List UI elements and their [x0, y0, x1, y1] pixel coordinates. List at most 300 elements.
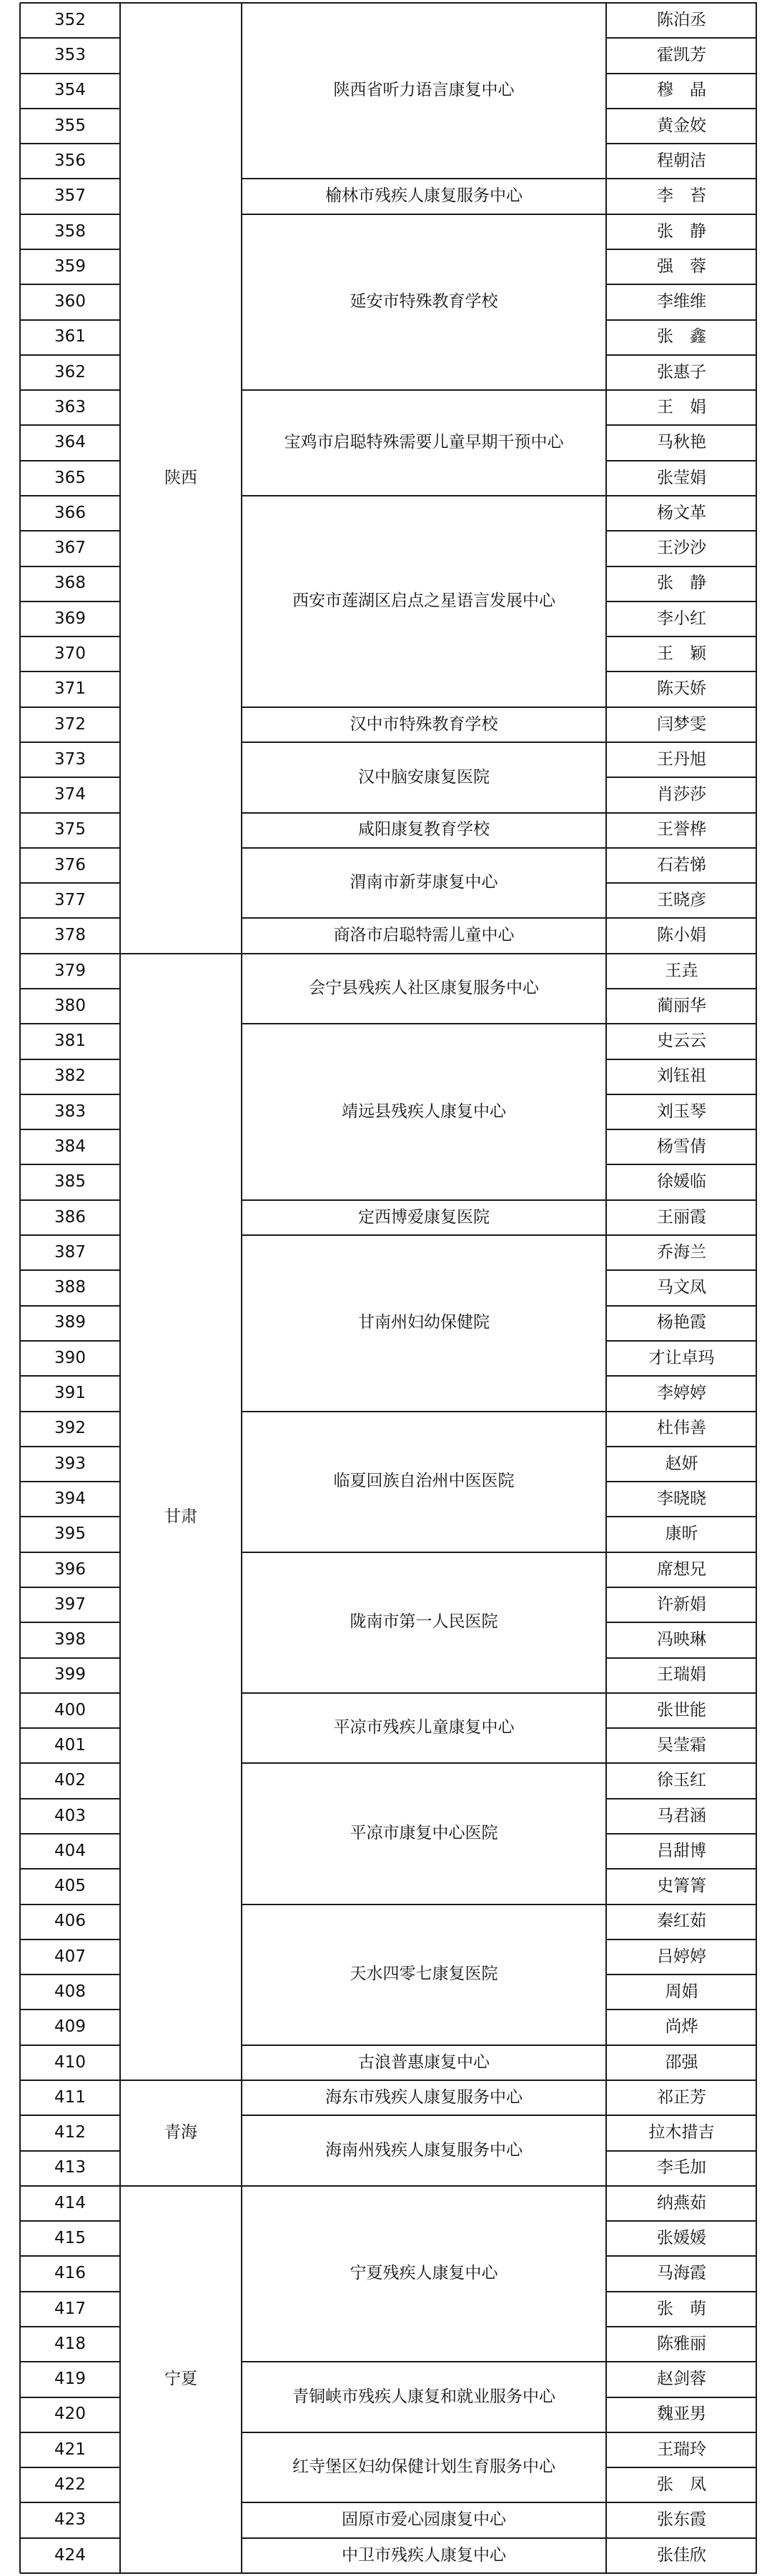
person-name: 吕婷婷	[657, 1947, 706, 1966]
person-name: 马君涵	[657, 1806, 706, 1825]
row-divider	[242, 812, 606, 814]
column-divider	[119, 3, 121, 2573]
person-name: 肖莎莎	[657, 785, 706, 804]
row-divider	[20, 917, 120, 919]
row-divider	[606, 1552, 757, 1553]
column-divider	[605, 3, 607, 2573]
institution-name: 宝鸡市启聪特殊需要儿童早期干预中心	[284, 433, 564, 452]
row-number: 382	[54, 1067, 86, 1086]
institution-name: 青铜峡市残疾人康复和就业服务中心	[292, 2387, 555, 2406]
row-divider	[606, 495, 757, 496]
row-divider	[242, 707, 606, 708]
row-divider	[20, 1199, 120, 1201]
row-divider	[20, 2009, 120, 2010]
row-divider	[242, 1552, 606, 1553]
row-divider	[120, 953, 242, 954]
row-number: 373	[54, 749, 86, 769]
person-name: 赵剑蓉	[657, 2370, 706, 2389]
person-name: 刘玉琴	[657, 1102, 706, 1121]
row-divider	[20, 566, 120, 567]
row-divider	[606, 2502, 757, 2503]
person-name: 李 苔	[657, 186, 706, 206]
row-divider	[606, 2291, 757, 2292]
row-divider	[242, 917, 606, 919]
row-divider	[20, 812, 120, 814]
row-divider	[20, 2115, 120, 2116]
person-name: 尚烨	[665, 2017, 698, 2037]
row-number: 408	[54, 1982, 86, 2001]
person-name: 陈天娇	[657, 679, 706, 699]
row-divider	[606, 812, 757, 814]
person-name: 拉木措吉	[648, 2123, 715, 2142]
row-divider	[606, 1411, 757, 1412]
row-divider	[242, 1023, 606, 1024]
row-divider	[242, 2185, 606, 2187]
row-divider	[606, 2150, 757, 2152]
row-divider	[20, 1481, 120, 1482]
row-divider	[242, 178, 606, 179]
row-divider	[20, 2502, 120, 2503]
row-number: 363	[54, 398, 86, 416]
row-divider	[606, 2326, 757, 2327]
row-number: 398	[54, 1630, 86, 1649]
row-divider	[606, 2115, 757, 2116]
person-name: 陈泊丞	[657, 10, 706, 29]
institution-name: 临夏回族自治州中医医院	[333, 1472, 515, 1491]
row-divider	[242, 2080, 606, 2081]
row-number: 389	[54, 1313, 86, 1332]
person-name: 席想兄	[657, 1559, 706, 1579]
row-divider	[606, 2467, 757, 2468]
row-divider	[242, 1199, 606, 1201]
row-divider	[606, 1059, 757, 1060]
row-divider	[20, 1727, 120, 1729]
row-divider	[20, 1622, 120, 1623]
row-divider	[606, 953, 757, 954]
row-divider	[20, 108, 120, 109]
person-name: 康昕	[665, 1524, 698, 1544]
province-name: 甘肃	[164, 1507, 197, 1526]
row-divider	[606, 1269, 757, 1271]
person-name: 徐玉红	[657, 1771, 706, 1790]
person-name: 魏亚男	[657, 2405, 706, 2424]
row-divider	[606, 1939, 757, 1940]
row-divider	[20, 2537, 120, 2539]
person-name: 杨文革	[657, 503, 706, 522]
person-name: 王沙沙	[657, 539, 706, 558]
row-divider	[606, 917, 757, 919]
row-divider	[20, 284, 120, 285]
row-divider	[20, 37, 120, 39]
row-number: 422	[54, 2475, 86, 2494]
row-number: 415	[54, 2228, 86, 2247]
row-number: 401	[54, 1735, 86, 1754]
row-divider	[20, 671, 120, 672]
person-name: 王晓彦	[657, 891, 706, 910]
row-divider	[242, 953, 606, 954]
row-divider	[606, 389, 757, 391]
row-divider	[20, 2220, 120, 2222]
row-divider	[606, 671, 757, 672]
person-name: 才让卓玛	[648, 1348, 715, 1367]
person-name: 赵妍	[665, 1454, 698, 1473]
row-divider	[606, 2220, 757, 2222]
person-name: 李毛加	[657, 2158, 706, 2177]
row-divider	[606, 1974, 757, 1975]
row-divider	[606, 249, 757, 250]
row-divider	[120, 2080, 242, 2081]
row-divider	[20, 742, 120, 743]
row-number: 384	[54, 1137, 86, 1157]
row-divider	[242, 2361, 606, 2362]
row-divider	[20, 2326, 120, 2327]
row-number: 355	[54, 116, 86, 135]
person-name: 冯映琳	[657, 1630, 706, 1649]
row-divider	[20, 882, 120, 884]
row-number: 409	[54, 2017, 86, 2037]
row-divider	[242, 2502, 606, 2503]
row-divider	[606, 108, 757, 109]
roster-table	[20, 0, 757, 2576]
row-divider	[606, 354, 757, 356]
person-name: 王誉桦	[657, 820, 706, 839]
row-divider	[20, 1974, 120, 1975]
row-divider	[20, 495, 120, 496]
person-name: 陈雅丽	[657, 2334, 706, 2353]
row-divider	[20, 1411, 120, 1412]
row-divider	[20, 1657, 120, 1659]
row-divider	[20, 2572, 757, 2574]
row-divider	[606, 566, 757, 567]
person-name: 蔺丽华	[657, 996, 706, 1015]
institution-name: 咸阳康复教育学校	[358, 820, 490, 839]
row-divider	[606, 214, 757, 215]
row-number: 410	[54, 2052, 86, 2072]
row-divider	[20, 2397, 120, 2398]
row-divider	[20, 636, 120, 637]
row-divider	[120, 2185, 242, 2187]
row-divider	[20, 1234, 120, 1236]
row-divider	[606, 1833, 757, 1834]
row-divider	[20, 1094, 120, 1095]
row-number: 372	[54, 714, 86, 734]
institution-name: 红寺堡区妇幼保健计划生育服务中心	[292, 2457, 555, 2477]
row-number: 367	[54, 539, 86, 558]
institution-name: 渭南市新芽康复中心	[350, 873, 498, 892]
row-divider	[20, 530, 120, 531]
row-divider	[20, 1375, 120, 1377]
row-divider	[606, 988, 757, 989]
row-divider	[606, 2185, 757, 2187]
person-name: 纳燕茹	[657, 2193, 706, 2212]
row-number: 402	[54, 1771, 86, 1790]
person-name: 张 静	[657, 221, 706, 241]
person-name: 秦红茹	[657, 1912, 706, 1931]
institution-name: 西安市莲湖区启点之星语言发展中心	[292, 591, 555, 611]
row-number: 421	[54, 2440, 86, 2459]
row-divider	[242, 1234, 606, 1236]
row-divider	[20, 1762, 120, 1764]
row-number: 419	[54, 2370, 86, 2389]
row-number: 354	[54, 81, 86, 100]
row-divider	[606, 1094, 757, 1095]
person-name: 王丹旭	[657, 749, 706, 769]
row-number: 370	[54, 644, 86, 664]
row-divider	[20, 1446, 120, 1447]
row-divider	[606, 1762, 757, 1764]
row-divider	[606, 1657, 757, 1659]
person-name: 张 鑫	[657, 327, 706, 346]
row-number: 359	[54, 256, 86, 276]
person-name: 张媛媛	[657, 2228, 706, 2247]
person-name: 闫梦雯	[657, 714, 706, 734]
person-name: 周娟	[665, 1982, 698, 2001]
row-number: 380	[54, 996, 86, 1015]
row-divider	[606, 1305, 757, 1307]
row-divider	[606, 319, 757, 321]
institution-name: 商洛市启聪特需儿童中心	[333, 926, 515, 945]
person-name: 史箐箐	[657, 1877, 706, 1896]
row-divider	[606, 601, 757, 602]
person-name: 王垚	[665, 961, 698, 980]
row-divider	[20, 73, 120, 74]
row-number: 385	[54, 1172, 86, 1192]
person-name: 张惠子	[657, 362, 706, 381]
row-divider	[20, 847, 120, 849]
institution-name: 固原市爱心园康复中心	[342, 2510, 506, 2530]
row-number: 357	[54, 186, 86, 206]
row-divider	[20, 2, 757, 4]
row-divider	[606, 1904, 757, 1905]
row-divider	[242, 2432, 606, 2433]
row-number: 356	[54, 151, 86, 170]
institution-name: 延安市特殊教育学校	[350, 292, 498, 311]
row-divider	[242, 2537, 606, 2539]
row-number: 386	[54, 1207, 86, 1227]
row-divider	[606, 1692, 757, 1694]
row-divider	[20, 2185, 120, 2187]
institution-name: 定西博爱康复医院	[358, 1207, 490, 1227]
row-divider	[606, 2009, 757, 2010]
row-divider	[606, 73, 757, 74]
row-divider	[20, 2255, 120, 2257]
row-divider	[20, 1059, 120, 1060]
row-divider	[20, 2291, 120, 2292]
person-name: 刘钰祖	[657, 1067, 706, 1086]
column-divider	[756, 3, 757, 2573]
person-name: 祁正芳	[657, 2087, 706, 2107]
row-divider	[20, 1164, 120, 1165]
row-number: 364	[54, 433, 86, 452]
row-divider	[20, 1516, 120, 1517]
row-number: 396	[54, 1559, 86, 1579]
row-divider	[606, 143, 757, 144]
row-number: 381	[54, 1032, 86, 1051]
row-divider	[20, 988, 120, 989]
row-divider	[606, 1199, 757, 1201]
row-divider	[20, 178, 120, 179]
person-name: 史云云	[657, 1032, 706, 1051]
row-number: 403	[54, 1806, 86, 1825]
row-number: 412	[54, 2123, 86, 2142]
row-divider	[606, 2537, 757, 2539]
row-divider	[606, 2080, 757, 2081]
person-name: 张 静	[657, 574, 706, 593]
row-divider	[606, 1587, 757, 1588]
institution-name: 古浪普惠康复中心	[358, 2052, 490, 2072]
row-divider	[606, 1164, 757, 1165]
row-divider	[606, 777, 757, 778]
row-divider	[20, 354, 120, 356]
row-divider	[242, 495, 606, 496]
institution-name: 宁夏残疾人康复中心	[350, 2264, 498, 2283]
person-name: 李小红	[657, 609, 706, 628]
person-name: 石若悌	[657, 855, 706, 874]
row-number: 406	[54, 1912, 86, 1931]
column-divider	[241, 3, 242, 2573]
row-divider	[242, 742, 606, 743]
person-name: 李维维	[657, 292, 706, 311]
row-divider	[606, 2045, 757, 2046]
row-number: 416	[54, 2264, 86, 2283]
person-name: 黄金姣	[657, 116, 706, 135]
row-divider	[20, 2150, 120, 2152]
row-number: 383	[54, 1102, 86, 1121]
row-divider	[20, 389, 120, 391]
row-number: 423	[54, 2510, 86, 2530]
row-number: 400	[54, 1700, 86, 1719]
person-name: 穆 晶	[657, 81, 706, 100]
row-number: 405	[54, 1877, 86, 1896]
row-divider	[606, 284, 757, 285]
province-name: 宁夏	[164, 2370, 197, 2389]
row-divider	[606, 1516, 757, 1517]
row-number: 390	[54, 1348, 86, 1367]
row-divider	[20, 601, 120, 602]
person-name: 邵强	[665, 2052, 698, 2072]
institution-name: 会宁县残疾人社区康复服务中心	[309, 979, 539, 998]
institution-name: 海南州残疾人康复服务中心	[325, 2140, 523, 2160]
person-name: 乔海兰	[657, 1242, 706, 1262]
row-divider	[20, 953, 120, 954]
row-divider	[20, 1305, 120, 1307]
institution-name: 中卫市残疾人康复中心	[342, 2545, 506, 2565]
person-name: 徐媛临	[657, 1172, 706, 1192]
row-divider	[606, 847, 757, 849]
row-number: 420	[54, 2405, 86, 2424]
row-number: 399	[54, 1665, 86, 1684]
row-divider	[606, 2361, 757, 2362]
row-number: 417	[54, 2299, 86, 2318]
row-divider	[20, 1340, 120, 1342]
row-number: 362	[54, 362, 86, 381]
row-divider	[606, 530, 757, 531]
row-divider	[242, 2115, 606, 2116]
row-number: 394	[54, 1489, 86, 1508]
row-number: 393	[54, 1454, 86, 1473]
row-divider	[20, 424, 120, 426]
institution-name: 陕西省听力语言康复中心	[333, 81, 515, 100]
row-number: 365	[54, 468, 86, 487]
row-divider	[20, 2467, 120, 2468]
row-divider	[606, 178, 757, 179]
institution-name: 甘南州妇幼保健院	[358, 1313, 490, 1332]
row-divider	[242, 1904, 606, 1905]
person-name: 马文凤	[657, 1278, 706, 1297]
row-number: 395	[54, 1524, 86, 1544]
row-divider	[606, 2432, 757, 2433]
row-divider	[20, 1023, 120, 1024]
row-divider	[606, 424, 757, 426]
row-number: 388	[54, 1278, 86, 1297]
person-name: 王 颖	[657, 644, 706, 664]
row-divider	[20, 214, 120, 215]
row-number: 375	[54, 820, 86, 839]
row-divider	[20, 1939, 120, 1940]
row-divider	[20, 1587, 120, 1588]
row-divider	[606, 742, 757, 743]
person-name: 王 娟	[657, 398, 706, 416]
row-number: 371	[54, 679, 86, 699]
row-divider	[20, 2432, 120, 2433]
institution-name: 陇南市第一人民医院	[350, 1612, 498, 1632]
row-divider	[20, 1552, 120, 1553]
row-divider	[20, 1868, 120, 1869]
person-name: 王瑞玲	[657, 2440, 706, 2459]
institution-name: 汉中脑安康复医院	[358, 767, 490, 787]
row-divider	[606, 882, 757, 884]
person-name: 霍凯芳	[657, 46, 706, 65]
person-name: 程朝洁	[657, 151, 706, 170]
row-divider	[606, 1868, 757, 1869]
province-name: 青海	[164, 2123, 197, 2142]
row-divider	[606, 2397, 757, 2398]
row-number: 387	[54, 1242, 86, 1262]
row-divider	[606, 1798, 757, 1799]
row-divider	[242, 847, 606, 849]
institution-name: 海东市残疾人康复服务中心	[325, 2087, 523, 2107]
row-number: 377	[54, 891, 86, 910]
person-name: 王丽霞	[657, 1207, 706, 1227]
row-number: 352	[54, 10, 86, 29]
column-divider	[19, 3, 21, 2573]
row-divider	[20, 707, 120, 708]
row-divider	[20, 1692, 120, 1694]
row-divider	[606, 1023, 757, 1024]
row-divider	[20, 249, 120, 250]
row-divider	[606, 1727, 757, 1729]
row-number: 379	[54, 961, 86, 980]
row-divider	[242, 389, 606, 391]
row-divider	[606, 1234, 757, 1236]
row-divider	[242, 214, 606, 215]
person-name: 吕甜博	[657, 1841, 706, 1860]
row-divider	[606, 460, 757, 461]
row-number: 397	[54, 1594, 86, 1614]
row-number: 424	[54, 2545, 86, 2565]
row-divider	[242, 1411, 606, 1412]
row-number: 368	[54, 574, 86, 593]
row-divider	[606, 1481, 757, 1482]
row-divider	[606, 1622, 757, 1623]
institution-name: 汉中市特殊教育学校	[350, 714, 498, 734]
person-name: 张 萌	[657, 2299, 706, 2318]
row-divider	[20, 460, 120, 461]
row-divider	[606, 1446, 757, 1447]
row-divider	[20, 2361, 120, 2362]
person-name: 吴莹霜	[657, 1735, 706, 1754]
row-number: 358	[54, 221, 86, 241]
